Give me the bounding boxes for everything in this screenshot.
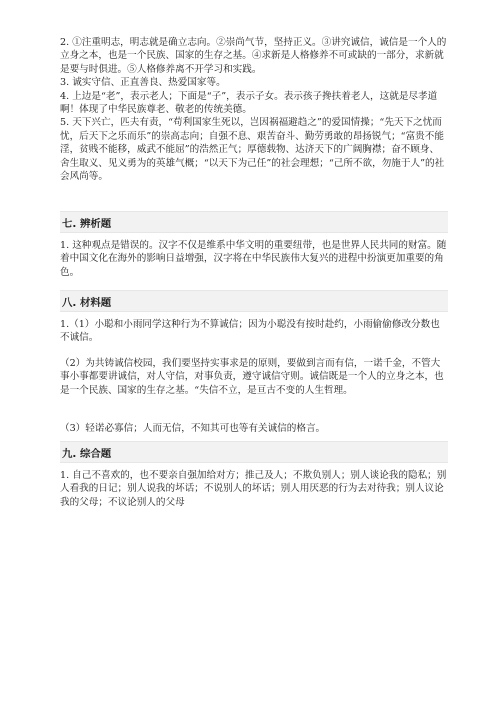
answer-5: 5. 天下兴亡，匹夫有责，“苟利国家生死以，岂因祸福避趋之”的爱国情操；“先天下之忧而忧，后天下之乐而乐”的崇高志向；自强不息、艰苦奋斗、勤劳勇敢的昂扬锐气；“富贵不能淫，贫贱不能移，威武不能屈”的浩然正气；厚德载物、达济天下的广阔胸襟；奋不顾身、舍生取义、见义勇为的英雄气概；“以天下为己任”的社会理想；“己所不欲，勿施于人”的社会风尚等。 <box>60 117 445 183</box>
answer-block-top <box>60 36 448 183</box>
answer-2: 2. ①注重明志，明志就是确立志向。②崇尚气节，坚持正义。③讲究诚信，诚信是一个人的立身之本，也是一个民族、国家的生存之基。④求新是人格修养不可或缺的一部分，求新就是要与时俱进。⑤人格修养离不开学习和实践。 <box>60 37 447 75</box>
section-header-discrimination <box>60 211 448 233</box>
section-header-material <box>60 290 448 312</box>
section-header-comprehensive <box>60 441 448 463</box>
answer-3: 3. 诚实守信、正直善良、热爱国家等。 <box>60 77 226 89</box>
section-title: 七. 辨析题 <box>62 218 112 230</box>
material-answer-1: 1.（1）小聪和小雨同学这种行为不算诚信；因为小聪没有按时赴约，小雨偷偷修改分数也不诚信。 <box>60 319 440 344</box>
material-answer-3: （3）轻诺必寡信；人而无信，不知其可也等有关诚信的格言。 <box>60 423 326 434</box>
section-title: 八. 材料题 <box>62 297 112 309</box>
discrimination-answer-1: 1. 这种观点是错误的。汉字不仅是维系中华文明的重要纽带，也是世界人民共同的财富。随着中国文化在海外的影响日益增强，汉字将在中华民族伟大复兴的进程中扮演更加重要的角色。 <box>60 240 447 278</box>
material-answer-2: （2）为共铸诚信校园，我们要坚持实事求是的原则，要做到言而有信，一诺千金，不管大事小事都要讲诚信，对人守信，对事负责，遵守诚信守则。诚信既是一个人的立身之本，也是一个民族、国家的生存之基。“失信不立，是亘古不变的人生哲理。 <box>60 358 444 396</box>
section-title: 九. 综合题 <box>62 448 112 460</box>
answer-4: 4. 上边是“老”，表示老人；下面是“子”，表示子女。表示孩子搀扶着老人，这就是尽孝道啊！体现了中华民族尊老、敬老的传统美德。 <box>60 90 438 116</box>
comprehensive-answer-1: 1. 自己不喜欢的，也不要亲自强加给对方；推己及人；不欺负别人；别人谈论我的隐私；别人看我的日记；别人说我的坏话；不说别人的坏话；别人用厌恶的行为去对待我；别人议论我的父母；不议论别人的父母 <box>60 470 447 508</box>
